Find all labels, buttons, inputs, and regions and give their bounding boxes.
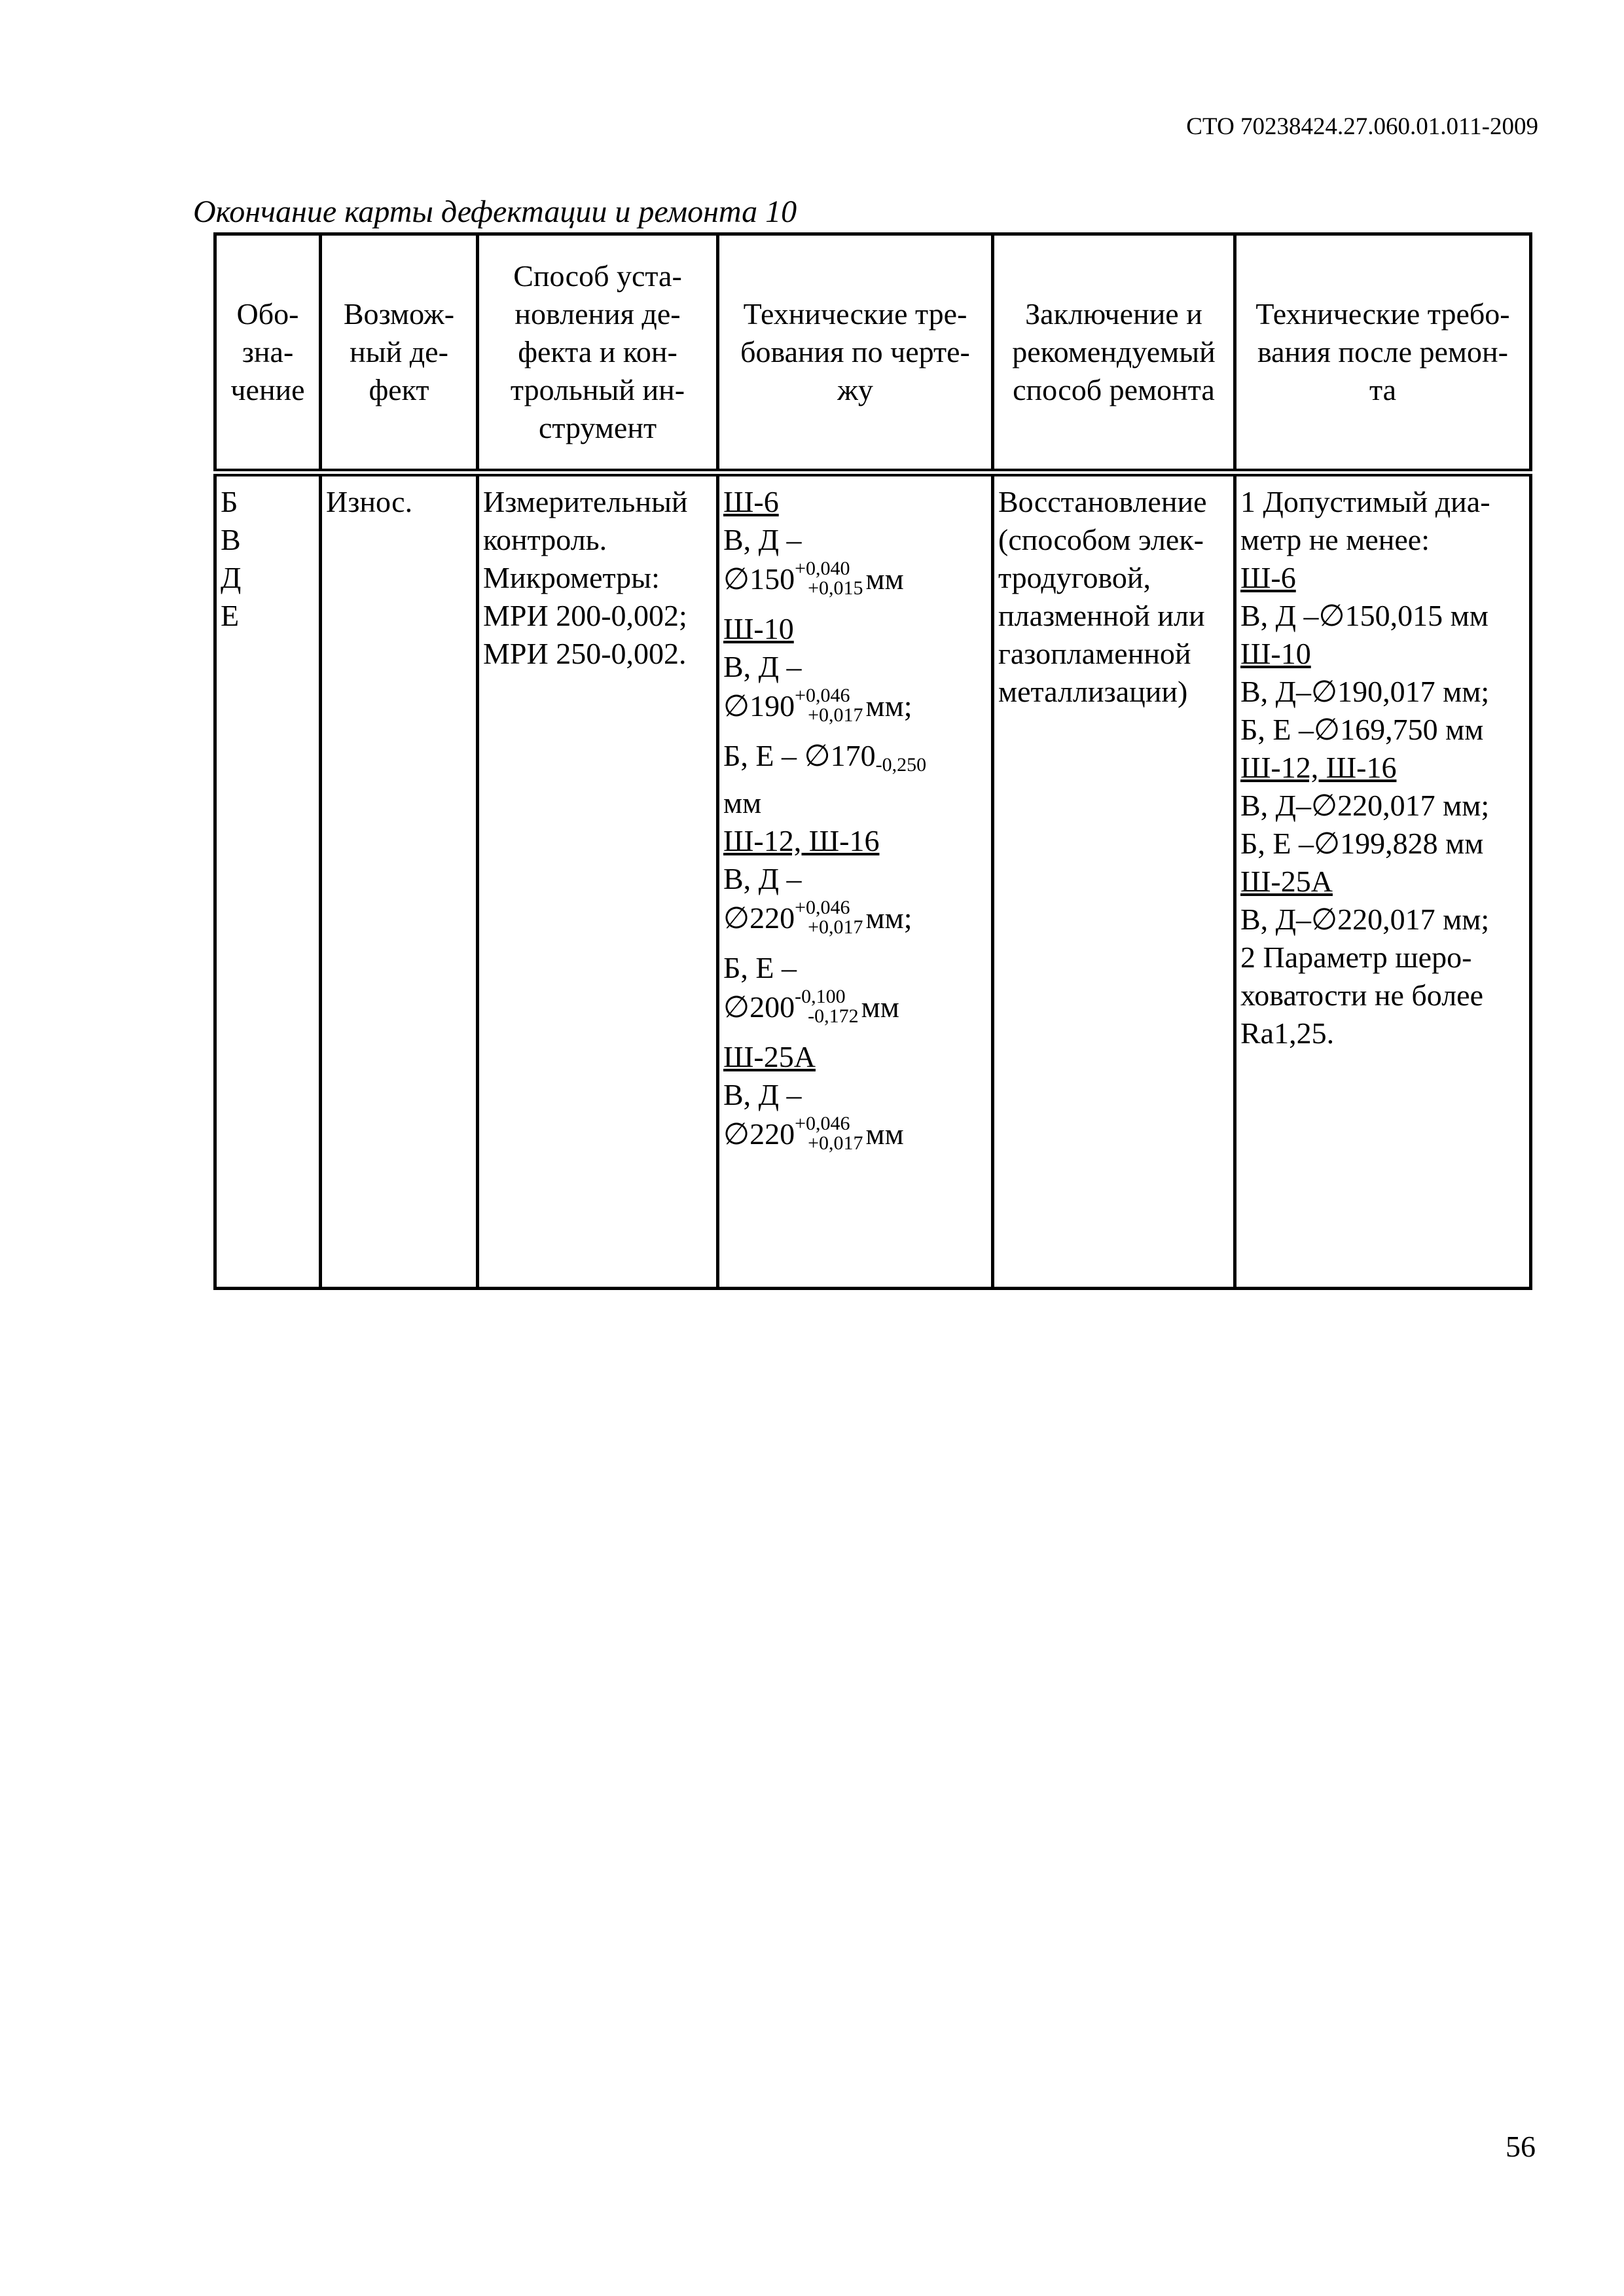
sh12-title: Ш-12, Ш-16 [723, 824, 880, 857]
sh10-be-dimension: Б, Е – $\emptyset 170_{-0,250}$ [723, 739, 927, 776]
header-possible-defect: Возмож- ный де- фект [321, 234, 478, 473]
header-designation: Обо- зна- чение [215, 234, 321, 473]
cell-defect: Износ. [321, 473, 478, 1289]
header-drawing-requirements: Технические тре- бования по черте- жу [718, 234, 993, 473]
table-row [215, 473, 1531, 1289]
sh6-vd-dimension: ∅150 +0,040 +0,015 мм [723, 558, 904, 599]
header-conclusion: Заключение и рекомендуемый способ ремонта [993, 234, 1235, 473]
page-number: 56 [1506, 2130, 1536, 2163]
sh10-vd-dimension: ∅190 +0,046 +0,017 мм; [723, 685, 912, 726]
table-header-row [215, 234, 1531, 473]
cell-drawing-requirements: Ш-6 В, Д – ∅150 +0,040 +0,015 мм Ш-10 В, Д – ∅190 +0,046 +0,017 мм; Б, Е – $\emptyset 170_{-0,250}$ мм Ш-12, Ш-16 В, Д – ∅220 +0,046 +0,017 мм; Б, Е – ∅200 -0,100 -0,172 мм Ш-25А В, Д – ∅220 +0,046 +0,017 мм [718, 473, 993, 1289]
table-caption: Окончание карты дефектации и ремонта 10 [193, 194, 797, 229]
document-code: СТО 70238424.27.060.01.011-2009 [1186, 113, 1538, 140]
sh6-title: Ш-6 [723, 485, 779, 518]
sh25-title: Ш-25А [723, 1040, 816, 1073]
header-after-repair-requirements: Технические требо- вания после ремон- та [1235, 234, 1531, 473]
cell-designation: Б В Д Е [215, 473, 321, 1289]
sh10-title: Ш-10 [723, 612, 794, 645]
sh12-be-dimension: ∅200 -0,100 -0,172 мм [723, 986, 899, 1027]
header-detection-method: Способ уста- новления де- фекта и кон- трольный ин- струмент [478, 234, 718, 473]
sh25-vd-dimension: ∅220 +0,046 +0,017 мм [723, 1113, 904, 1154]
sh12-vd-dimension: ∅220 +0,046 +0,017 мм; [723, 897, 912, 938]
defect-repair-card-table [213, 232, 1532, 1290]
cell-method: Измерительный контроль. Микрометры: МРИ 200-0,002; МРИ 250-0,002. [478, 473, 718, 1289]
cell-after-repair: 1 Допустимый диа- метр не менее: Ш-6 В, Д –∅150,015 мм Ш-10 В, Д–∅190,017 мм; Б, Е –∅169,750 мм Ш-12, Ш-16 В, Д–∅220,017 мм; Б, Е –∅199,828 мм Ш-25А В, Д–∅220,017 мм; 2 Параметр шеро- ховатости не более Ra1,25. [1235, 473, 1531, 1289]
cell-conclusion: Восстановление (способом элек- тродуговой, плазменной или газопламенной металлизации) [993, 473, 1235, 1289]
